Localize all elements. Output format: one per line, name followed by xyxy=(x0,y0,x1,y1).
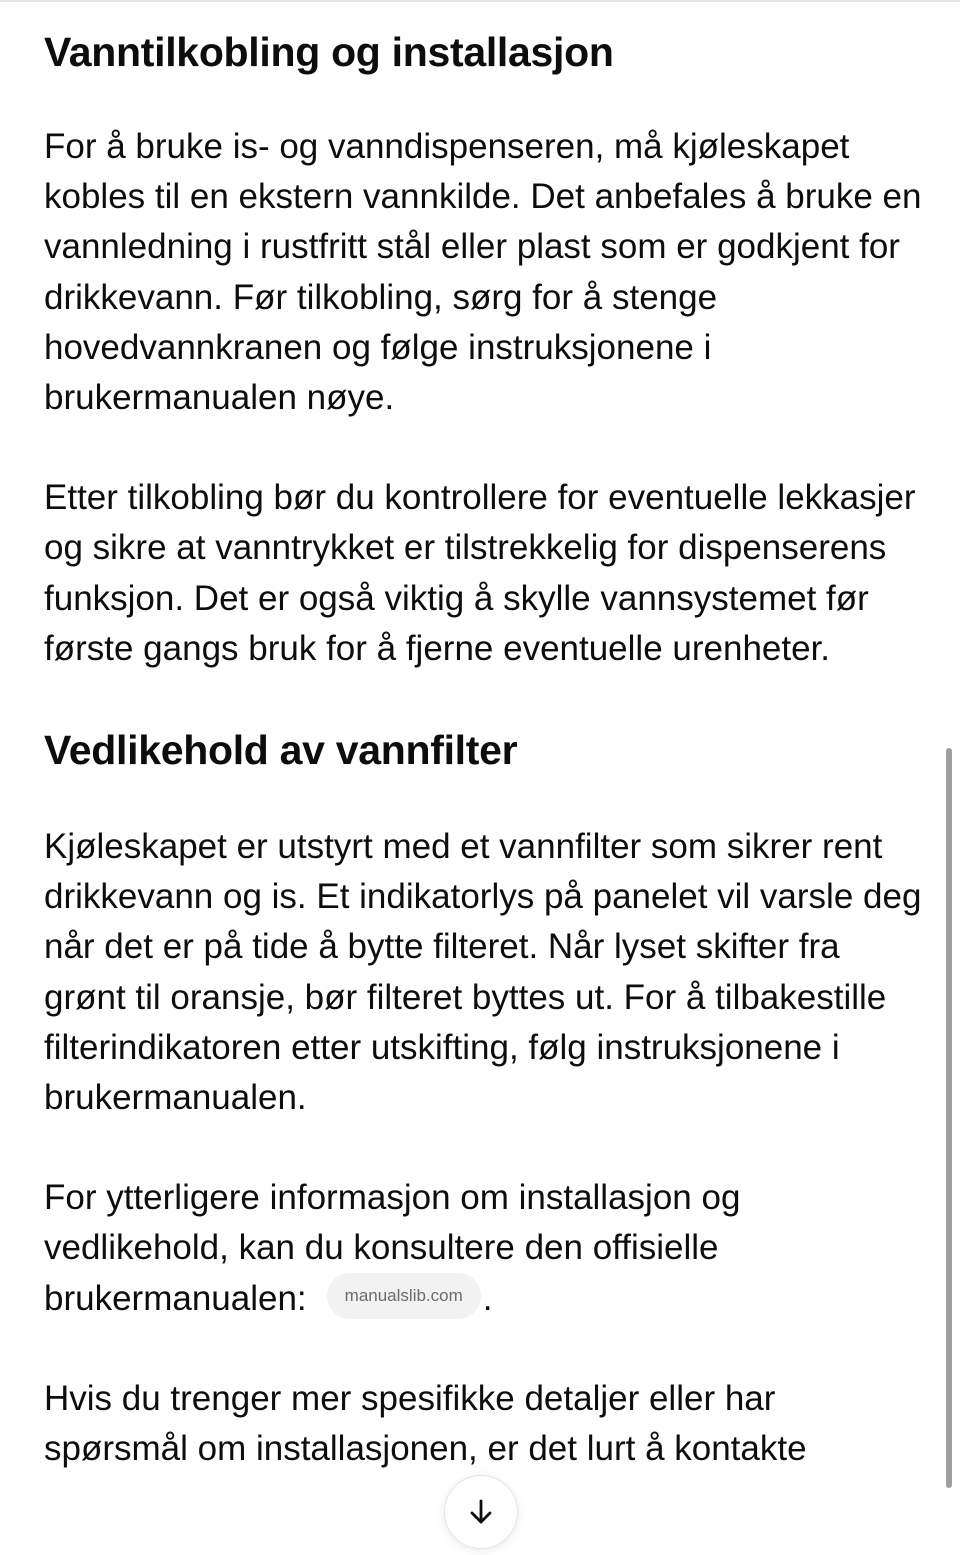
more-info-period: . xyxy=(482,1278,493,1318)
paragraph-water-connection: For å bruke is- og vanndispenseren, må kjøleskapet kobles til en ekstern vannkilde. Det anbefales å bruke en vannledning i rustfritt stål eller plast som er godkjent for drikkevann. Før tilkobling, sørg for å stenge hovedvannkranen og følge instruksjonene i brukermanualen nøye. xyxy=(44,127,922,418)
arrow-down-icon xyxy=(466,1497,496,1527)
source-citation-chip[interactable]: manualslib.com xyxy=(327,1273,481,1319)
chat-response-content xyxy=(44,22,924,1474)
paragraph-more-info xyxy=(44,1173,924,1324)
section-heading-water-connection: Vanntilkobling og installasjon xyxy=(44,29,614,75)
paragraph-after-connection: Etter tilkobling bør du kontrollere for eventuelle lekkasjer og sikre at vanntrykket er tilstrekkelig for dispenserens funksjon. Det er også viktig å skylle vannsystemet før første gangs bruk for å fjerne eventuelle urenheter. xyxy=(44,478,916,668)
paragraph-contact: Hvis du trenger mer spesifikke detaljer eller har spørsmål om installasjonen, er det lurt å kontakte xyxy=(44,1378,807,1469)
paragraph-filter-maintenance: Kjøleskapet er utstyrt med et vannfilter som sikrer rent drikkevann og is. Et indikatorlys på panelet vil varsle deg når det er på tide å bytte filteret. Når lyset skifter fra grønt til oransje, bør filteret byttes ut. For å tilbakestille filterindikatoren etter utskifting, følg instruksjonene i brukermanualen. xyxy=(44,827,922,1118)
scrollbar-thumb[interactable] xyxy=(946,748,952,1488)
scroll-to-bottom-button[interactable] xyxy=(444,1475,518,1549)
top-divider xyxy=(0,0,960,2)
section-heading-filter-maintenance: Vedlikehold av vannfilter xyxy=(44,727,518,774)
more-info-text: For ytterligere informasjon om installasjon og vedlikehold, kan du konsultere den offisielle brukermanualen: xyxy=(44,1178,741,1318)
